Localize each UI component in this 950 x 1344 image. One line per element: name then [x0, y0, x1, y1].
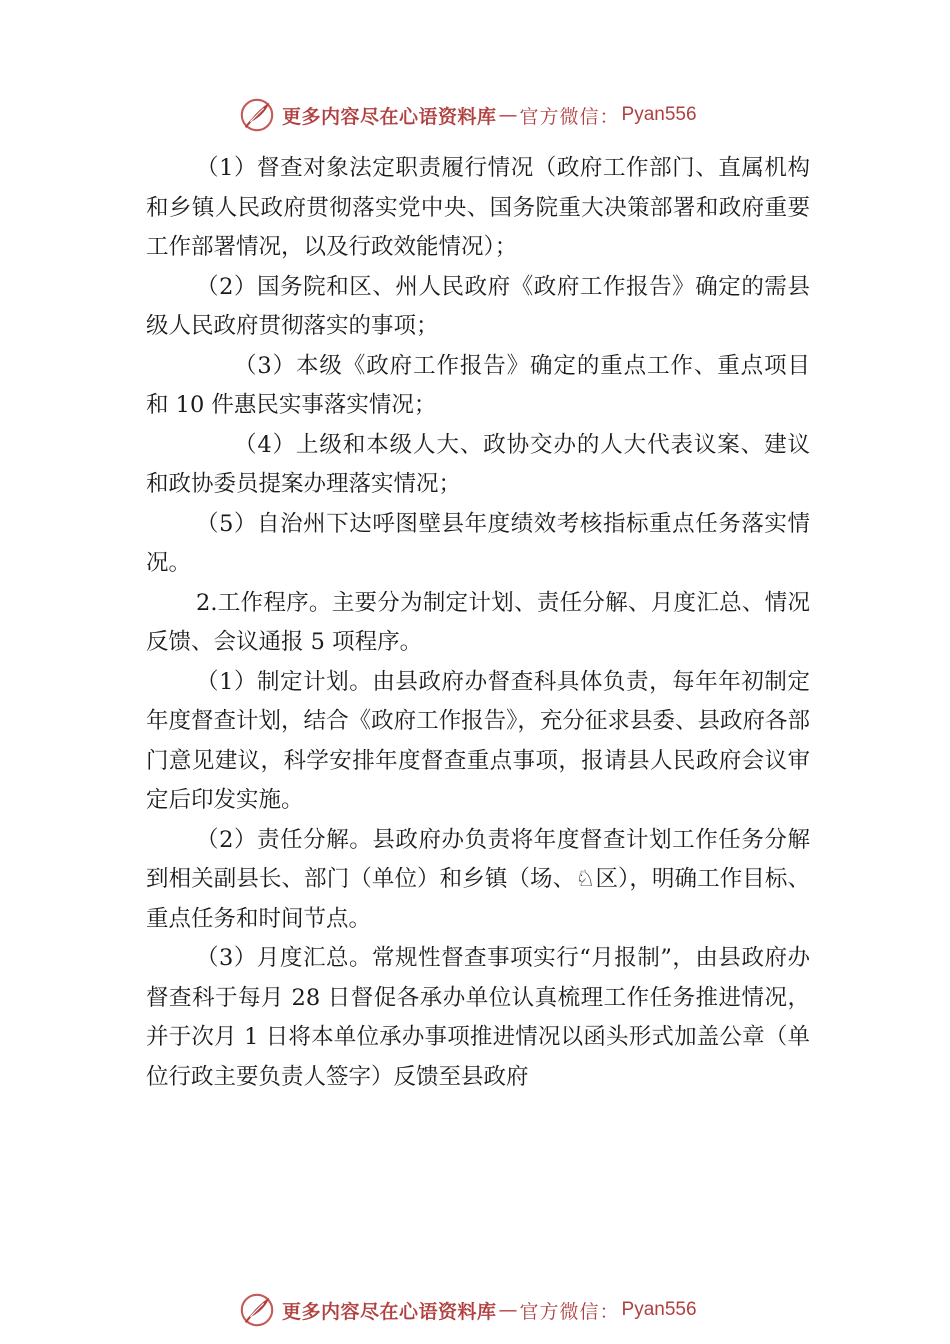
paragraph-monthly-summary: （3）月度汇总。常规性督查事项实行“月报制”，由县政府办督查科于每月 28 日督促各承办单位认真梳理工作任务推进情况，并于次月 1 日将本单位承办事项推进情况以函头形式加盖公章（单位行政主要负责人签字）反馈至县政府: [146, 945, 810, 1090]
watermark-wechat-id: Pyan556: [621, 104, 697, 125]
watermark-wechat-id: Pyan556: [621, 1299, 697, 1320]
paragraph-responsibility: （2）责任分解。县政府办负责将年度督查计划工作任务分解到相关副县长、部门（单位）和乡镇（场、♘区），明确工作目标、重点任务和时间节点。: [146, 826, 810, 932]
watermark-main-text: 更多内容尽在心语资料库: [282, 1300, 497, 1323]
watermark-wechat-label: 官方微信：: [519, 1300, 620, 1323]
paragraph-work-procedure: 2.工作程序。主要分为制定计划、责任分解、月度汇总、情况反馈、会议通报 5 项程序。: [146, 589, 810, 655]
document-body: [146, 149, 810, 1097]
paragraph-make-plan: （1）制定计划。由县政府办督查科具体负责，每年年初制定年度督查计划，结合《政府工作报告》，充分征求县委、县政府各部门意见建议，科学安排年度督查重点事项，报请县人民政府会议审定后印发实施。: [146, 668, 810, 813]
watermark-separator: —: [498, 1299, 518, 1321]
watermark-wechat-label: 官方微信：: [519, 105, 620, 128]
watermark-separator: —: [498, 104, 518, 126]
paragraph-key-projects: （3）本级《政府工作报告》确定的重点工作、重点项目和 10 件惠民实事落实情况；: [146, 352, 810, 418]
paragraph-supervision-duties: （1）督查对象法定职责履行情况（政府工作部门、直属机构和乡镇人民政府贯彻落实党中央、国务院重大决策部署和政府重要工作部署情况，以及行政效能情况）；: [146, 155, 810, 260]
footer-watermark: [238, 1290, 697, 1330]
paragraph-proposals: （4）上级和本级人大、政协交办的人大代表议案、建议和政协委员提案办理落实情况；: [146, 431, 810, 497]
feather-pen-logo-icon: [238, 96, 276, 134]
feather-pen-logo-icon: [238, 1291, 276, 1329]
header-watermark: [238, 95, 697, 135]
paragraph-performance-tasks: （5）自治州下达呼图壁县年度绩效考核指标重点任务落实情况。: [146, 510, 810, 576]
watermark-main-text: 更多内容尽在心语资料库: [282, 105, 497, 128]
paragraph-state-council-items: （2）国务院和区、州人民政府《政府工作报告》确定的需县级人民政府贯彻落实的事项；: [146, 273, 810, 339]
